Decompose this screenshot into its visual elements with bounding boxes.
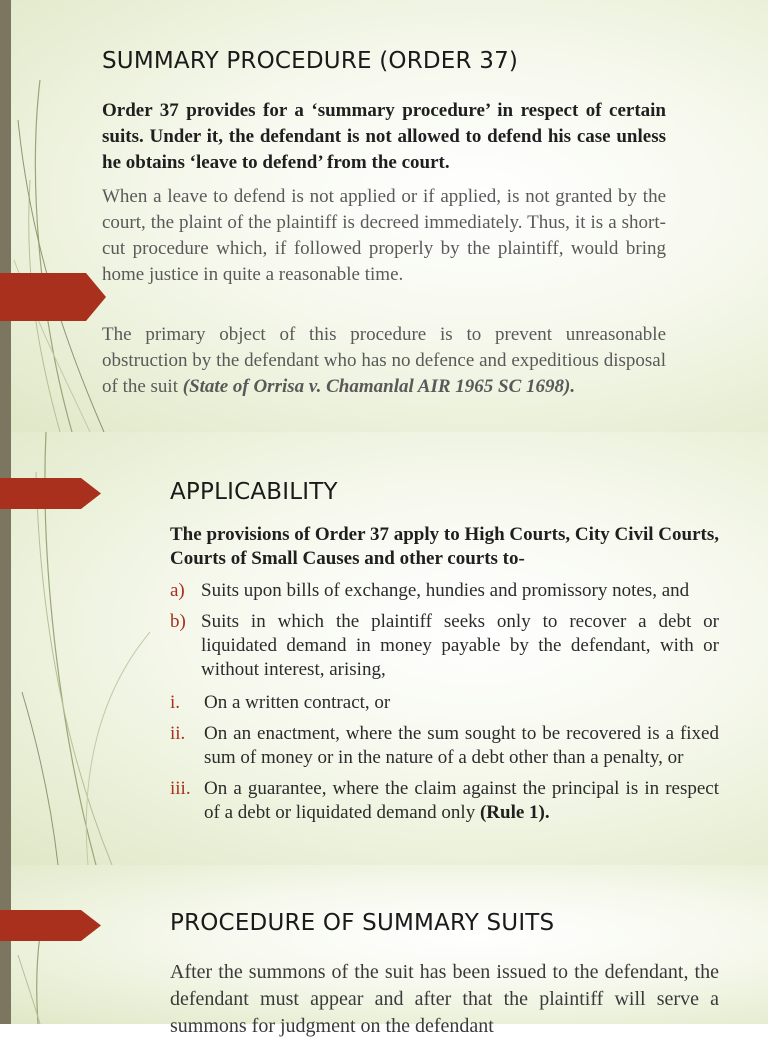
leave-to-defend-paragraph: When a leave to defend is not applied or if applied, is not granted by the court, the plaint of the plaintiff is decreed immediately. Thus, it is a short-cut procedure which, if followed properly by the plaintiff, would bring home justice in quite a reasonable time.: [102, 186, 666, 285]
slide-applicability: [0, 432, 768, 865]
list-marker: iii.: [170, 778, 191, 799]
slide-summary-procedure: [0, 0, 768, 432]
accent-arrow: [0, 910, 101, 941]
list-item-text: Suits upon bills of exchange, hundies and promissory notes, and: [201, 580, 690, 601]
list-item: [170, 777, 719, 825]
accent-arrow: [0, 478, 101, 509]
primary-object-text: The primary object of this procedure is to prevent unreasonable obstruction by the defendant who has no defence and expeditious disposal of the suit: [102, 324, 666, 397]
list-marker: b): [170, 611, 186, 632]
case-citation: (State of Orrisa v. Chamanlal AIR 1965 SC 1698).: [182, 376, 576, 397]
primary-object-paragraph: [102, 322, 666, 400]
list-marker: ii.: [170, 723, 186, 744]
rule-reference: (Rule 1).: [479, 802, 550, 823]
intro-paragraph: Order 37 provides for a ‘summary procedure’ in respect of certain suits. Under it, the defendant is not allowed to defend his case unless he obtains ‘leave to defend’ from the court.: [102, 100, 666, 173]
slide-procedure: [0, 865, 768, 1037]
slide-title: SUMMARY PROCEDURE (ORDER 37): [102, 48, 519, 74]
list-item: [170, 691, 719, 715]
list-marker: i.: [170, 692, 181, 713]
applicability-intro: The provisions of Order 37 apply to High Courts, City Civil Courts, Courts of Small Causes and other courts to-: [170, 524, 719, 569]
suit-types-list: [170, 579, 719, 682]
list-item-text: On a guarantee, where the claim against the principal is in respect of a debt or liquidated demand only: [204, 778, 719, 823]
claim-basis-list: [170, 691, 719, 825]
list-marker: a): [170, 580, 185, 601]
list-item-text: On a written contract, or: [204, 692, 391, 713]
list-item: [170, 610, 719, 682]
accent-arrow: [0, 273, 106, 321]
list-item-text: On an enactment, where the sum sought to be recovered is a fixed sum of money or in the nature of a debt other than a penalty, or: [204, 723, 719, 768]
list-item: [170, 579, 719, 603]
slide-title: PROCEDURE OF SUMMARY SUITS: [170, 910, 555, 936]
list-item: [170, 722, 719, 770]
slide-title: APPLICABILITY: [170, 479, 338, 505]
decorative-curves: [0, 865, 120, 1024]
procedure-paragraph: After the summons of the suit has been issued to the defendant, the defendant must appear and after that the plaintiff will serve a summons for judgment on the defendant: [170, 961, 719, 1037]
list-item-text: Suits in which the plaintiff seeks only to recover a debt or liquidated demand in money payable by the defendant, with or without interest, arising,: [201, 611, 719, 680]
